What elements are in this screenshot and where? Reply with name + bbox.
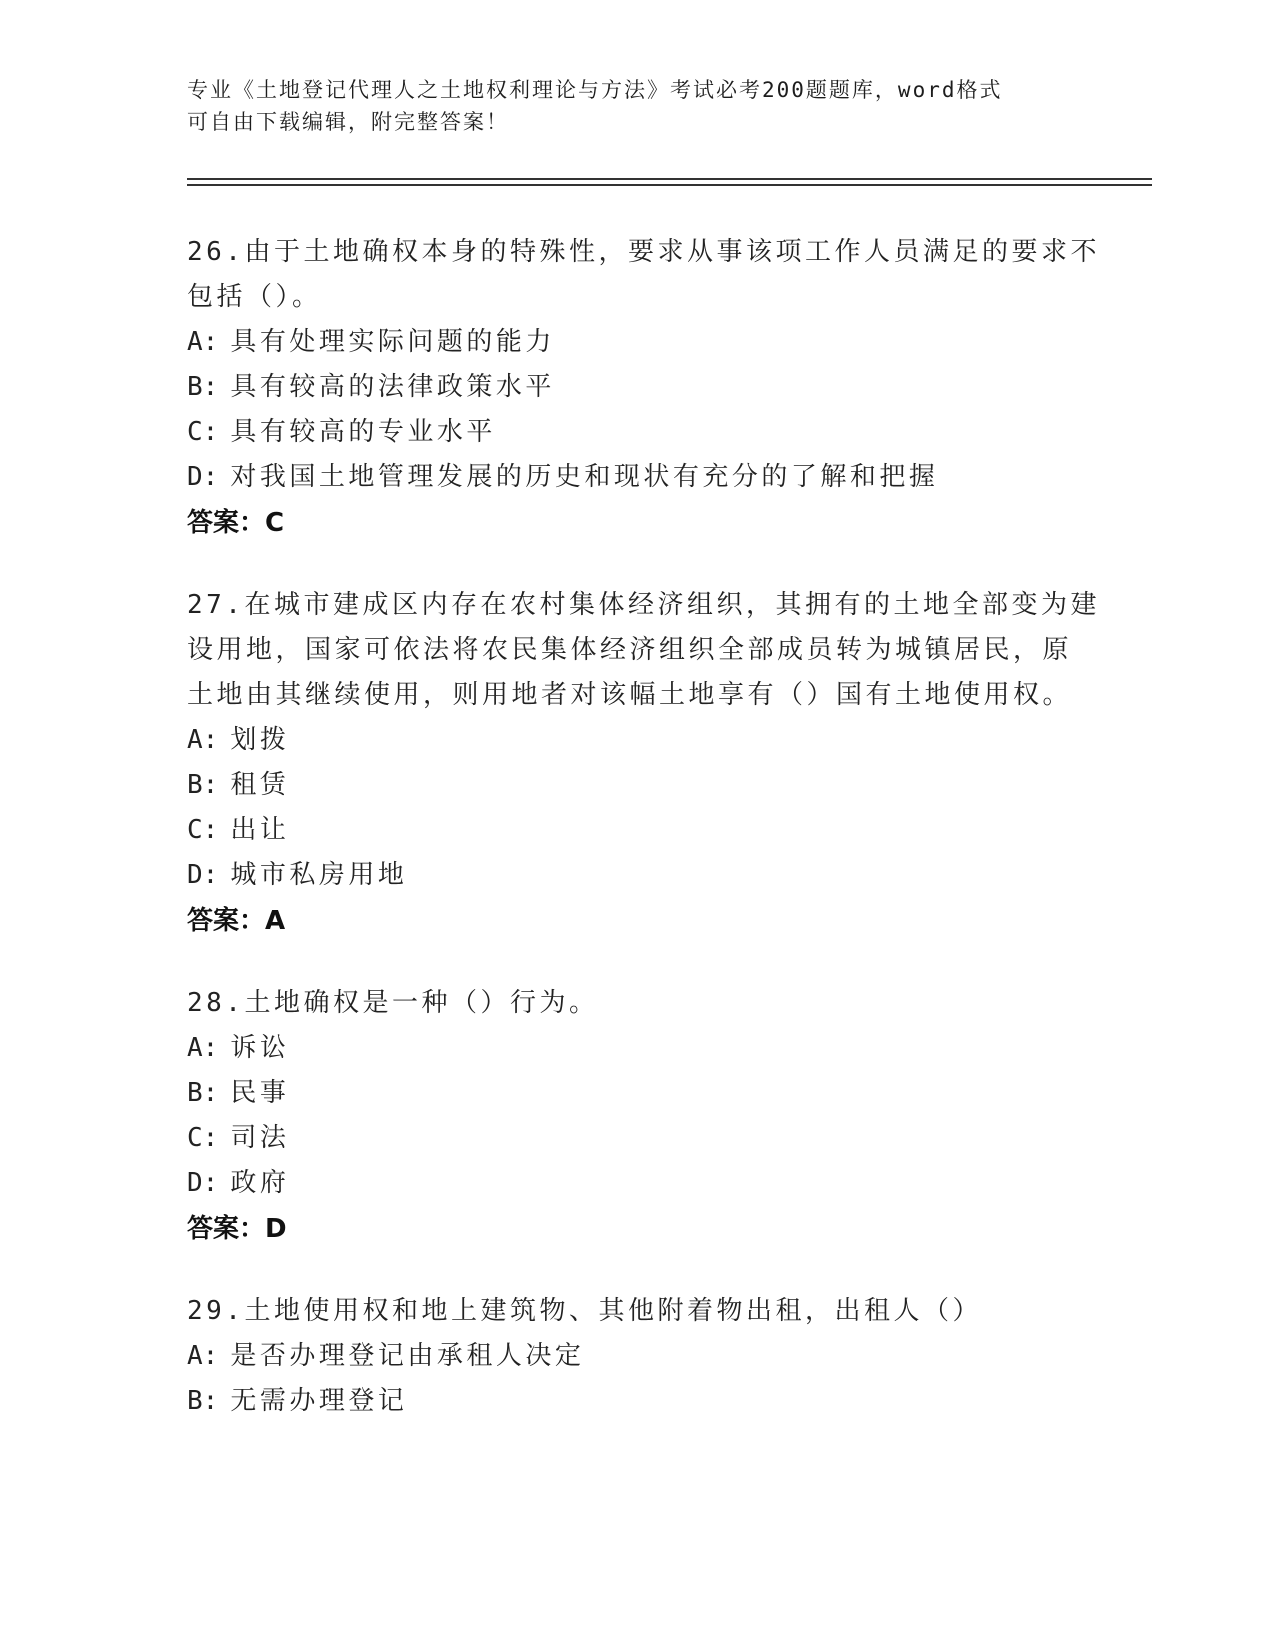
option-letter: B (187, 1386, 203, 1416)
option-text: 划拨 (230, 725, 290, 755)
question-29 (187, 1289, 1087, 1424)
header-line: 可自由下载编辑，附完整答案！ (187, 110, 509, 134)
question-28 (187, 981, 1087, 1252)
option-separator: : (202, 815, 219, 845)
option-letter: D (187, 462, 203, 492)
option-b (187, 763, 1087, 808)
option-separator: : (202, 417, 219, 447)
option-separator: : (202, 1168, 219, 1198)
option-letter: C (187, 815, 203, 845)
question-line: 包括（）。 (187, 282, 322, 312)
option-a (187, 718, 1087, 763)
option-text: 具有较高的专业水平 (230, 417, 496, 447)
question-text (187, 981, 1087, 1026)
option-a (187, 1334, 1087, 1379)
option-b (187, 365, 1087, 410)
question-line: 土地由其继续使用，则用地者对该幅土地享有（）国有土地使用权。 (187, 680, 1073, 710)
question-line: 28.土地确权是一种（）行为。 (187, 988, 599, 1018)
question-text (187, 583, 1100, 718)
option-text: 政府 (230, 1168, 290, 1198)
option-text: 是否办理登记由承租人决定 (230, 1341, 585, 1371)
option-separator: : (202, 1386, 219, 1416)
option-b (187, 1071, 1087, 1116)
option-letter: D (187, 860, 203, 890)
question-text (187, 1289, 1087, 1334)
question-list (187, 230, 1100, 1461)
option-separator: : (202, 770, 219, 800)
option-separator: : (202, 1078, 219, 1108)
option-letter: A (187, 725, 203, 755)
document-header (187, 74, 1087, 138)
option-separator: : (202, 462, 219, 492)
option-letter: C (187, 1123, 203, 1153)
option-separator: : (202, 372, 219, 402)
option-separator: : (202, 725, 219, 755)
option-separator: : (202, 1123, 219, 1153)
question-line: 26.由于土地确权本身的特殊性，要求从事该项工作人员满足的要求不 (187, 237, 1100, 267)
option-text: 诉讼 (230, 1033, 290, 1063)
option-separator: : (202, 1033, 219, 1063)
question-26 (187, 230, 1100, 546)
option-d (187, 455, 1087, 500)
option-letter: A (187, 327, 203, 357)
answer-label: 答案：D (187, 1214, 287, 1244)
option-c (187, 410, 1087, 455)
header-divider-bottom (187, 184, 1152, 186)
option-letter: B (187, 1078, 203, 1108)
option-separator: : (202, 327, 219, 357)
option-text: 租赁 (230, 770, 290, 800)
option-a (187, 1026, 1087, 1071)
option-d (187, 853, 1087, 898)
option-text: 司法 (230, 1123, 290, 1153)
question-text (187, 230, 1100, 320)
question-line: 设用地，国家可依法将农民集体经济组织全部成员转为城镇居民，原 (187, 635, 1073, 665)
option-letter: C (187, 417, 203, 447)
option-c (187, 808, 1087, 853)
option-letter: B (187, 372, 203, 402)
option-letter: D (187, 1168, 203, 1198)
question-line: 27.在城市建成区内存在农村集体经济组织，其拥有的土地全部变为建 (187, 590, 1100, 620)
option-a (187, 320, 1087, 365)
option-b (187, 1379, 1087, 1424)
option-letter: B (187, 770, 203, 800)
option-text: 对我国土地管理发展的历史和现状有充分的了解和把握 (230, 462, 939, 492)
header-line: 专业《土地登记代理人之土地权利理论与方法》考试必考200题题库，word格式 (187, 78, 1003, 102)
option-text: 具有处理实际问题的能力 (230, 327, 555, 357)
option-c (187, 1116, 1087, 1161)
option-text: 出让 (230, 815, 290, 845)
option-letter: A (187, 1033, 203, 1063)
option-separator: : (202, 860, 219, 890)
option-text: 民事 (230, 1078, 290, 1108)
answer-label: 答案：C (187, 508, 285, 538)
header-divider-top (187, 178, 1152, 180)
question-line: 29.土地使用权和地上建筑物、其他附着物出租，出租人（） (187, 1296, 982, 1326)
option-text: 城市私房用地 (230, 860, 408, 890)
option-d (187, 1161, 1087, 1206)
option-letter: A (187, 1341, 203, 1371)
answer-label: 答案：A (187, 906, 286, 936)
option-text: 无需办理登记 (230, 1386, 408, 1416)
option-separator: : (202, 1341, 219, 1371)
option-text: 具有较高的法律政策水平 (230, 372, 555, 402)
question-27 (187, 583, 1100, 944)
